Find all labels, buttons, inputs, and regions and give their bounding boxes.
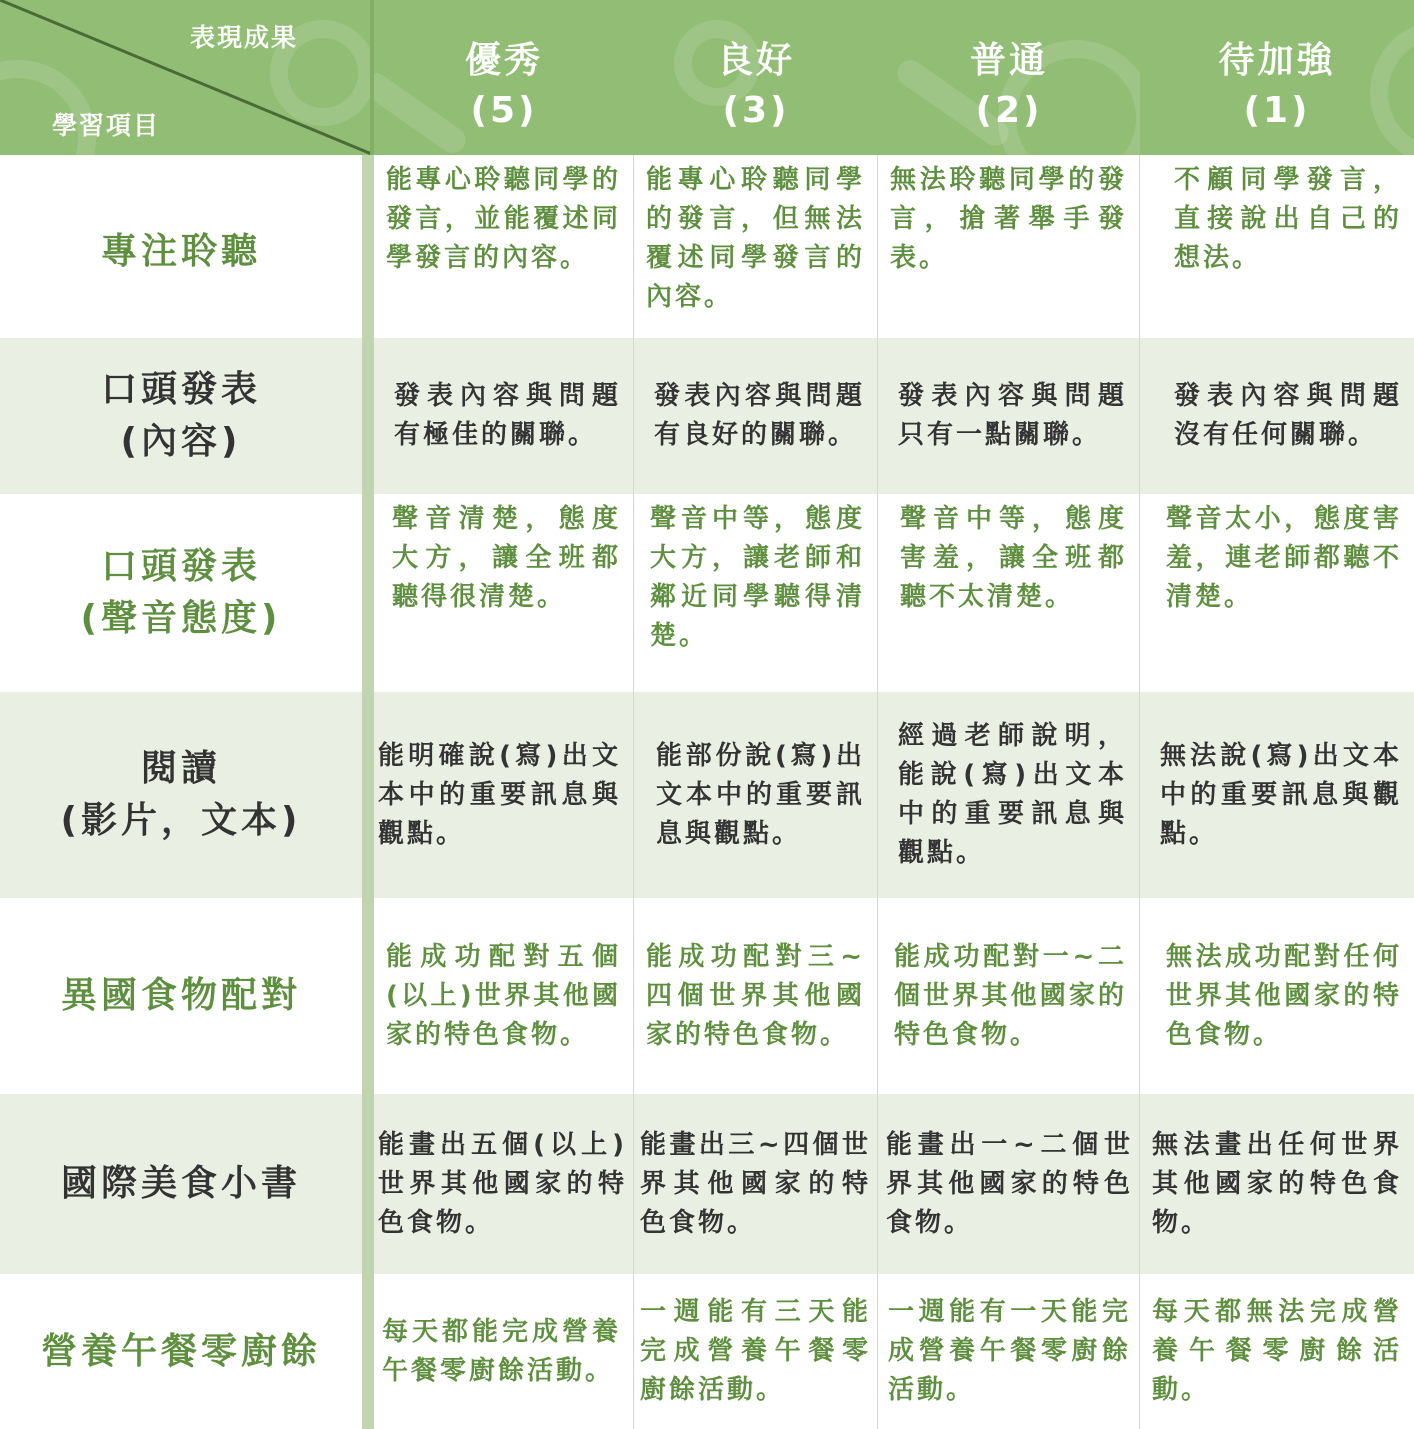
criteria-cell: 能專心聆聽同學的發言，但無法覆述同學發言的內容。 [634, 155, 878, 338]
criteria-cell: 發表內容與問題只有一點關聯。 [878, 338, 1140, 494]
criteria-cell: 聲音清楚，態度大方，讓全班都聽得很清楚。 [374, 494, 634, 692]
criteria-cell: 每天都能完成營養午餐零廚餘活動。 [374, 1274, 634, 1429]
criteria-cell: 不顧同學發言，直接說出自己的想法。 [1140, 155, 1414, 338]
criteria-cell: 能畫出一~二個世界其他國家的特色食物。 [878, 1094, 1140, 1274]
corner-label-results: 表現成果 [190, 23, 299, 52]
criteria-cell: 能畫出五個(以上)世界其他國家的特色食物。 [374, 1094, 634, 1274]
criteria-cell: 無法成功配對任何世界其他國家的特色食物。 [1140, 898, 1414, 1094]
criteria-cell: 能明確說(寫)出文本中的重要訊息與觀點。 [374, 692, 634, 898]
learning-item: 營養午餐零廚餘 [0, 1274, 374, 1429]
level-header-fair [878, 0, 1140, 155]
level-header-good [634, 0, 878, 155]
criteria-cell: 發表內容與問題有極佳的關聯。 [374, 338, 634, 494]
learning-item: 口頭發表 (聲音態度) [0, 494, 374, 692]
criteria-cell: 一週能有三天能完成營養午餐零廚餘活動。 [634, 1274, 878, 1429]
criteria-cell: 發表內容與問題沒有任何關聯。 [1140, 338, 1414, 494]
learning-item: 專注聆聽 [0, 155, 374, 338]
criteria-cell: 聲音太小，態度害羞，連老師都聽不清楚。 [1140, 494, 1414, 692]
criteria-cell: 能成功配對三~四個世界其他國家的特色食物。 [634, 898, 878, 1094]
level-score: (5) [470, 90, 538, 131]
criteria-cell: 能部份說(寫)出文本中的重要訊息與觀點。 [634, 692, 878, 898]
learning-item: 國際美食小書 [0, 1094, 374, 1274]
level-name: 普通 [969, 40, 1048, 81]
criteria-cell: 一週能有一天能完成營養午餐零廚餘活動。 [878, 1274, 1140, 1429]
learning-item: 異國食物配對 [0, 898, 374, 1094]
level-score: (3) [722, 90, 790, 131]
criteria-cell: 經過老師說明，能說(寫)出文本中的重要訊息與觀點。 [878, 692, 1140, 898]
level-header-needs-improvement [1140, 0, 1414, 155]
criteria-cell: 無法聆聽同學的發言，搶著舉手發表。 [878, 155, 1140, 338]
learning-item: 閱讀 (影片，文本) [0, 692, 374, 898]
learning-item: 口頭發表 (內容) [0, 338, 374, 494]
criteria-cell: 每天都無法完成營養午餐零廚餘活動。 [1140, 1274, 1414, 1429]
criteria-cell: 能畫出三~四個世界其他國家的特色食物。 [634, 1094, 878, 1274]
level-score: (1) [1243, 90, 1311, 131]
level-name: 待加強 [1218, 40, 1336, 81]
criteria-cell: 聲音中等，態度大方，讓老師和鄰近同學聽得清楚。 [634, 494, 878, 692]
header-corner [0, 0, 374, 155]
level-score: (2) [975, 90, 1043, 131]
criteria-cell: 能成功配對五個(以上)世界其他國家的特色食物。 [374, 898, 634, 1094]
level-name: 優秀 [464, 40, 543, 81]
level-header-excellent [374, 0, 634, 155]
criteria-cell: 無法畫出任何世界其他國家的特色食物。 [1140, 1094, 1414, 1274]
criteria-cell: 能專心聆聽同學的發言，並能覆述同學發言的內容。 [374, 155, 634, 338]
criteria-cell: 聲音中等，態度害羞，讓全班都聽不太清楚。 [878, 494, 1140, 692]
criteria-cell: 能成功配對一~二個世界其他國家的特色食物。 [878, 898, 1140, 1094]
level-name: 良好 [716, 40, 795, 81]
criteria-cell: 無法說(寫)出文本中的重要訊息與觀點。 [1140, 692, 1414, 898]
criteria-cell: 發表內容與問題有良好的關聯。 [634, 338, 878, 494]
corner-label-items: 學習項目 [52, 111, 161, 140]
